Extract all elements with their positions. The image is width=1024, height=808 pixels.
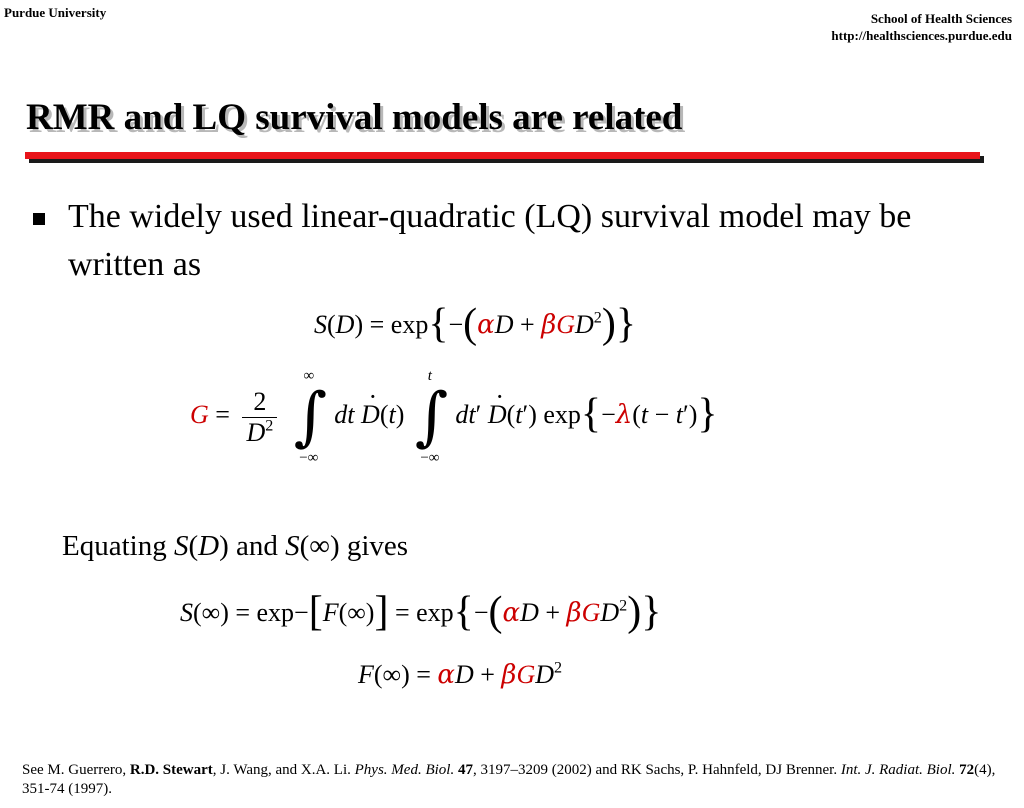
- reference-journal-2: Int. J. Radiat. Biol.: [840, 762, 956, 778]
- bullet-square-icon: [33, 213, 45, 225]
- equating-text: Equating S(D) and S(∞) gives: [62, 530, 409, 562]
- equation-lq-survival: S(D) = exp{−(αD + βGD$^2$)}: [314, 301, 637, 347]
- bullet-text: The widely used linear-quadratic (LQ) survival model may be written as: [68, 198, 912, 283]
- slide-title: RMR and LQ survival models are related: [26, 97, 683, 138]
- reference-volume-2: 72: [959, 762, 975, 778]
- equation-g-factor: G = $\frac{2}{D^2}$ ∞ ∫ −∞ dt · D(t) t ∫ −∞ dt′ · D(t′) exp{−λ(t − t′)}: [190, 368, 718, 466]
- university-name: Purdue University: [4, 5, 107, 20]
- reference-author-bold: R.D. Stewart: [129, 762, 213, 778]
- school-header: [831, 10, 1012, 44]
- equation-f-infinity: F(∞) = αD + βGD$^2$: [358, 659, 563, 690]
- reference-journal-1: Phys. Med. Biol.: [354, 762, 455, 778]
- reference-citation: See M. Guerrero, R.D. Stewart, J. Wang, and X.A. Li. Phys. Med. Biol. 47, 3197–3209 (2002) and RK Sachs, P. Hahnfeld, DJ Brenner. Int. J. Radiat. Biol. 72(4), 351-74 (1997).: [22, 762, 996, 797]
- school-url: http://healthsciences.purdue.edu: [831, 28, 1012, 43]
- reference-volume-1: 47: [457, 762, 473, 778]
- equation-s-infinity: S(∞) = exp−[F(∞)] = exp{−(αD + βGD$^2$)}: [180, 589, 662, 635]
- title-underline: [25, 152, 980, 159]
- school-name: School of Health Sciences: [870, 11, 1012, 26]
